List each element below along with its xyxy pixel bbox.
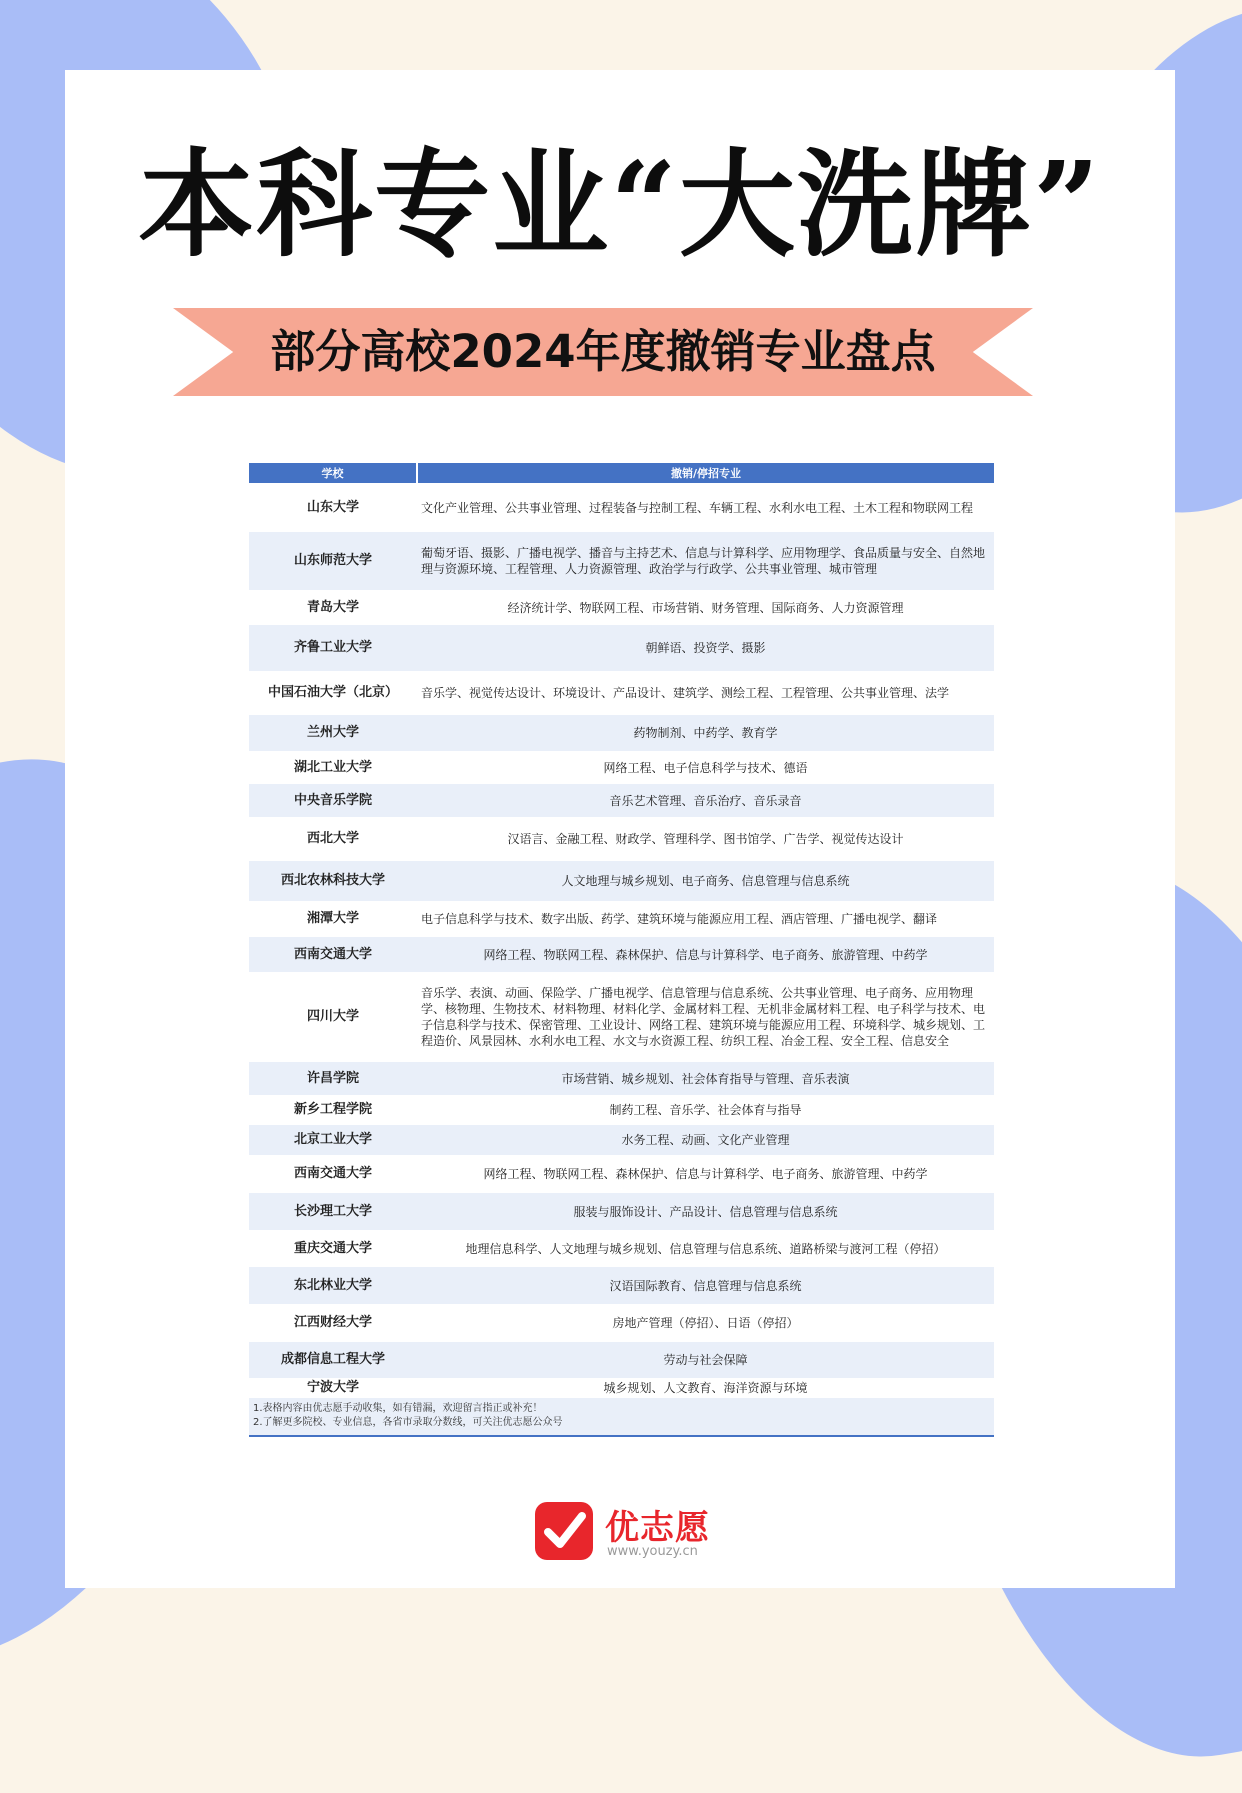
- table-row: [249, 590, 994, 625]
- majors-list: 经济统计学、物联网工程、市场营销、财务管理、国际商务、人力资源管理: [507, 600, 904, 615]
- content-card: [65, 70, 1175, 1588]
- majors-list: 汉语言、金融工程、财政学、管理科学、图书馆学、广告学、视觉传达设计: [507, 832, 904, 846]
- table-row: [249, 483, 994, 532]
- majors-list: 水务工程、动画、文化产业管理: [417, 1125, 994, 1155]
- header-school: 学校: [249, 463, 417, 483]
- table-row: [249, 1304, 994, 1342]
- school-name: 兰州大学: [249, 715, 417, 751]
- school-name: 湘潭大学: [306, 911, 359, 926]
- majors-list: 房地产管理（停招）、日语（停招）: [612, 1316, 799, 1330]
- table-row: [249, 861, 994, 901]
- school-name: 西北大学: [306, 831, 359, 846]
- table-row: [249, 532, 994, 590]
- majors-list: 音乐艺术管理、音乐治疗、音乐录音: [417, 784, 994, 817]
- majors-list: 劳动与社会保障: [417, 1342, 994, 1378]
- table-header-row: [249, 463, 994, 483]
- table-row: [249, 715, 994, 751]
- school-name: 东北林业大学: [249, 1267, 417, 1304]
- table-row: [249, 972, 994, 1062]
- majors-list: 人文地理与城乡规划、电子商务、信息管理与信息系统: [417, 861, 994, 901]
- school-name: 许昌学院: [249, 1062, 417, 1095]
- school-name: 中央音乐学院: [249, 784, 417, 817]
- table-row: [249, 784, 994, 817]
- table-row: [249, 1267, 994, 1304]
- school-name: 北京工业大学: [249, 1125, 417, 1155]
- majors-list: 文化产业管理、公共事业管理、过程装备与控制工程、车辆工程、水利水电工程、土木工程和物联网工程: [421, 500, 974, 515]
- table-row: [249, 625, 994, 671]
- school-name: 新乡工程学院: [293, 1102, 372, 1117]
- majors-list: 网络工程、物联网工程、森林保护、信息与计算科学、电子商务、旅游管理、中药学: [417, 937, 994, 972]
- majors-list: 音乐学、视觉传达设计、环境设计、产品设计、建筑学、测绘工程、工程管理、公共事业管理、法学: [421, 686, 950, 700]
- table-row: [249, 1125, 994, 1155]
- youzy-logo: [535, 1500, 735, 1570]
- majors-list: 制药工程、音乐学、社会体育与指导: [609, 1103, 802, 1117]
- table-row: [249, 1155, 994, 1193]
- table-row: [249, 937, 994, 972]
- majors-list: 药物制剂、中药学、教育学: [417, 715, 994, 751]
- majors-list: 朝鲜语、投资学、摄影: [417, 625, 994, 671]
- majors-list: 城乡规划、人文教育、海洋资源与环境: [603, 1381, 808, 1395]
- school-name: 江西财经大学: [293, 1315, 372, 1330]
- school-name: 山东大学: [306, 499, 359, 515]
- table-row: [249, 1193, 994, 1230]
- majors-list: 电子信息科学与技术、数字出版、药学、建筑环境与能源应用工程、酒店管理、广播电视学、翻译: [421, 912, 938, 926]
- table-row: [249, 671, 994, 715]
- table-row: [249, 751, 994, 784]
- school-name: 山东师范大学: [249, 532, 417, 590]
- page-title: 本科专业“大洗牌”: [138, 137, 1102, 273]
- logo-name: 优志愿: [605, 1508, 710, 1548]
- school-name: 西南交通大学: [293, 1166, 372, 1181]
- note-line: 2.了解更多院校、专业信息，各省市录取分数线，可关注优志愿公众号: [253, 1417, 563, 1428]
- table-row: [249, 1062, 994, 1095]
- school-name: 青岛大学: [306, 599, 359, 615]
- school-name: 四川大学: [306, 1009, 359, 1024]
- check-icon: [535, 1502, 593, 1560]
- school-name: 齐鲁工业大学: [249, 625, 417, 671]
- note-line: 1.表格内容由优志愿手动收集，如有错漏，欢迎留言指正或补充！: [253, 1403, 543, 1414]
- majors-list: 葡萄牙语、摄影、广播电视学、播音与主持艺术、信息与计算科学、应用物理学、食品质量与安全、自然地理与资源环境、工程管理、人力资源管理、政治学与行政学、公共事业管理、城市管理: [417, 532, 994, 590]
- school-name: 湖北工业大学: [293, 759, 372, 775]
- table-row: [249, 817, 994, 861]
- school-name: 宁波大学: [306, 1380, 359, 1395]
- school-name: 长沙理工大学: [249, 1193, 417, 1230]
- header-majors: 撤销/停招专业: [417, 463, 994, 483]
- table-row: [249, 1095, 994, 1125]
- majors-table: [249, 463, 994, 1437]
- table-row: [249, 1342, 994, 1378]
- majors-list: 服装与服饰设计、产品设计、信息管理与信息系统: [417, 1193, 994, 1230]
- table-row: [249, 1230, 994, 1267]
- majors-list: 汉语国际教育、信息管理与信息系统: [417, 1267, 994, 1304]
- majors-list: 网络工程、物联网工程、森林保护、信息与计算科学、电子商务、旅游管理、中药学: [483, 1167, 928, 1181]
- table-notes: [249, 1398, 994, 1436]
- school-name: 西北农林科技大学: [249, 861, 417, 901]
- table-row: [249, 901, 994, 937]
- logo-url: www.youzy.cn: [607, 1544, 698, 1559]
- subtitle: 部分高校2024年度撤销专业盘点: [270, 325, 936, 378]
- majors-list: 市场营销、城乡规划、社会体育指导与管理、音乐表演: [417, 1062, 994, 1095]
- school-name: 中国石油大学（北京）: [267, 685, 398, 700]
- school-name: 重庆交通大学: [293, 1240, 372, 1256]
- majors-list: 音乐学、表演、动画、保险学、广播电视学、信息管理与信息系统、公共事业管理、电子商务、应用物理学、核物理、生物技术、材料物理、材料化学、金属材料工程、无机非金属材料工程、电子科学与技术、电子信息科学与技术、保密管理、工业设计、网络工程、建筑环境与能源应用工程、环境科学、城乡规划、工程造价、风景园林、水利水电工程、水文与水资源工程、纺织工程、冶金工程、安全工程、信息安全: [421, 986, 986, 1048]
- table-row: [249, 1378, 994, 1398]
- majors-list: 地理信息科学、人文地理与城乡规划、信息管理与信息系统、道路桥梁与渡河工程（停招）: [465, 1241, 946, 1256]
- school-name: 西南交通大学: [249, 937, 417, 972]
- school-name: 成都信息工程大学: [249, 1342, 417, 1378]
- majors-list: 网络工程、电子信息科学与技术、德语: [603, 760, 808, 775]
